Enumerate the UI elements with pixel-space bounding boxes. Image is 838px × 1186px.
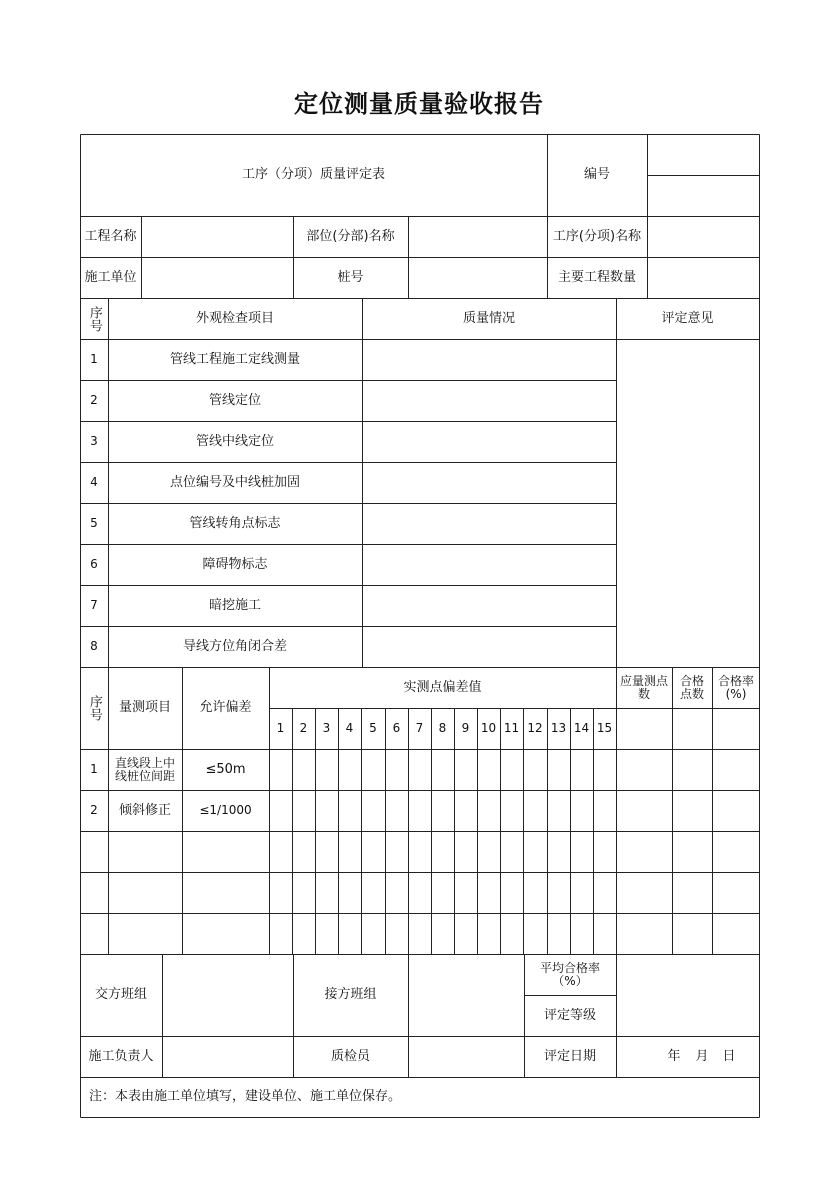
construction-unit-label: 施工单位 [84, 269, 137, 285]
deviation-column-number: 14 [573, 721, 590, 736]
deviation-column-number: 13 [550, 721, 567, 736]
measure-seq-label: 序号 [86, 695, 102, 721]
visual-item-label: 外观检查项目 [195, 310, 274, 326]
measure-row-tolerance: ≤1/1000 [199, 803, 252, 818]
visual-row-item: 管线工程施工定线测量 [169, 351, 300, 367]
visual-row-item: 障碍物标志 [202, 556, 268, 572]
page-title: 定位测量质量验收报告 [294, 90, 544, 118]
qualified-label: 合格点数 [679, 673, 704, 701]
rate-label: 合格率(%) [717, 673, 754, 701]
points-label: 应量测点数 [620, 673, 669, 701]
visual-row-no: 6 [90, 557, 98, 572]
visual-row-no: 4 [90, 475, 98, 490]
deviation-column-number: 5 [369, 721, 377, 736]
visual-row-no: 8 [90, 639, 98, 654]
visual-row-item: 导线方位角闭合差 [182, 638, 287, 654]
quality-label: 质量情况 [462, 310, 515, 326]
construction-lead-label: 施工负责人 [88, 1048, 154, 1064]
deviation-column-number: 7 [415, 721, 424, 736]
measure-row-item: 直线段上中线桩位间距 [114, 755, 175, 783]
visual-row-item: 管线中线定位 [195, 433, 274, 449]
deviation-column-number: 1 [276, 721, 285, 736]
deviation-column-number: 4 [345, 721, 354, 736]
deviation-column-number: 10 [480, 721, 497, 736]
measure-row-no: 1 [90, 762, 98, 777]
inspector-label: 质检员 [330, 1048, 370, 1064]
year-label: 年 [667, 1048, 681, 1064]
form-name: 工序（分项）质量评定表 [241, 167, 385, 183]
visual-row-no: 7 [90, 598, 98, 613]
visual-row-item: 管线转角点标志 [189, 515, 281, 531]
measure-row-item: 倾斜修正 [118, 802, 171, 818]
deviation-column-number: 12 [527, 721, 543, 736]
visual-row-item: 暗挖施工 [208, 597, 261, 613]
day-label: 日 [722, 1048, 736, 1064]
receiving-team-label: 接方班组 [324, 987, 377, 1003]
opinion-label: 评定意见 [661, 310, 714, 326]
avg-rate-label: 平均合格率（%） [539, 960, 600, 988]
deviation-column-number: 8 [438, 721, 447, 736]
deviation-column-number: 11 [503, 721, 520, 736]
process-name-label: 工序(分项)名称 [552, 228, 642, 244]
pile-number-label: 桩号 [337, 269, 364, 285]
number-label: 编号 [583, 167, 610, 183]
grade-label: 评定等级 [543, 1007, 596, 1023]
deviation-column-number: 6 [392, 721, 401, 736]
deviation-column-number: 9 [461, 721, 470, 736]
month-label: 月 [695, 1048, 709, 1064]
handover-team-label: 交方班组 [94, 987, 147, 1003]
deviation-column-number: 3 [322, 721, 331, 736]
visual-row-no: 3 [90, 434, 98, 449]
eval-date-label: 评定日期 [543, 1048, 596, 1064]
visual-seq-label: 序号 [86, 305, 102, 332]
main-quantity-label: 主要工程数量 [557, 269, 636, 285]
deviation-column-number: 15 [596, 721, 613, 736]
measure-row-tolerance: ≤50m [205, 761, 246, 777]
measure-row-no: 2 [90, 803, 98, 818]
deviation-column-number: 2 [299, 721, 308, 736]
visual-row-no: 5 [90, 516, 98, 531]
visual-row-no: 2 [90, 393, 98, 408]
measure-item-label: 量测项目 [118, 700, 171, 716]
visual-row-item: 管线定位 [208, 392, 261, 408]
deviation-label: 实测点偏差值 [403, 679, 482, 695]
tolerance-label: 允许偏差 [199, 700, 252, 716]
section-name-label: 部位(分部)名称 [306, 228, 395, 244]
visual-row-item: 点位编号及中线桩加固 [169, 474, 300, 490]
visual-row-no: 1 [90, 352, 98, 367]
project-name-label: 工程名称 [84, 228, 137, 244]
footer-note: 注：本表由施工单位填写，建设单位、施工单位保存。 [89, 1089, 402, 1105]
